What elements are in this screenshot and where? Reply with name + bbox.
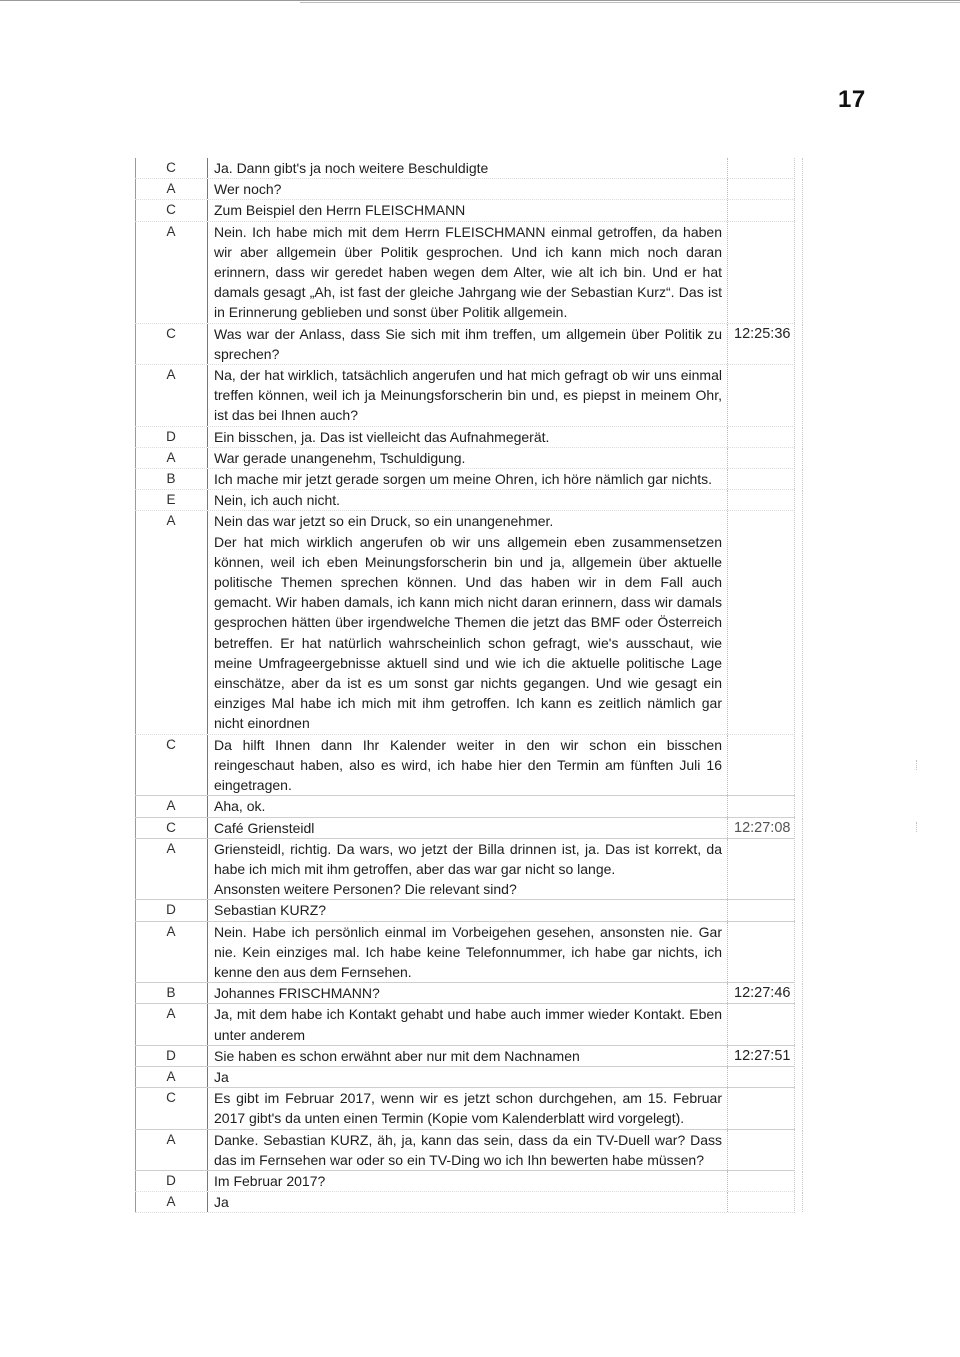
speaker-label: A: [135, 1067, 208, 1087]
speaker-label: C: [135, 818, 208, 838]
timestamp: [728, 469, 803, 489]
speaker-label: C: [135, 324, 208, 364]
speaker-label: A: [135, 365, 208, 426]
timestamp: 12:25:36: [728, 324, 803, 364]
utterance-text: Ein bisschen, ja. Das ist vielleicht das Aufnahmegerät.: [208, 427, 728, 447]
transcript-row: [135, 922, 795, 984]
utterance-text: Aha, ok.: [208, 796, 728, 816]
scan-edge-line: [300, 2, 960, 3]
speaker-label: A: [135, 448, 208, 468]
utterance-text: Na, der hat wirklich, tatsächlich angerufen und hat mich gefragt ob wir uns einmal treffen können, weil ich ja Meinungsforscherin bin und, es piepst in meinem Ohr, ist das bei Ihnen auch?: [208, 365, 728, 426]
utterance-text: Sie haben es schon erwähnt aber nur mit dem Nachnamen: [208, 1046, 728, 1066]
transcript-row: [135, 490, 795, 511]
transcript-row: [135, 1046, 795, 1067]
speaker-label: C: [135, 735, 208, 796]
utterance-text: Da hilft Ihnen dann Ihr Kalender weiter in den wir schon ein bisschen reingeschaut haben, also es wird, ich habe hier den Termin am fünften Juli 16 eingetragen.: [208, 735, 728, 796]
transcript-row: [135, 983, 795, 1004]
timestamp: [728, 179, 803, 199]
transcript-row: [135, 448, 795, 469]
timestamp: [728, 900, 803, 920]
transcript-row: [135, 179, 795, 200]
transcript-row: [135, 469, 795, 490]
transcript-row: [135, 1130, 795, 1171]
scan-speck: [916, 760, 920, 770]
utterance-text: Nein. Habe ich persönlich einmal im Vorbeigehen gesehen, ansonsten nie. Gar nie. Kein einziges mal. Ich habe keine Telefonnummer, ich habe gar nichts, ich kenne den aus dem Fernsehen.: [208, 922, 728, 983]
utterance-text: Im Februar 2017?: [208, 1171, 728, 1191]
transcript-row: [135, 427, 795, 448]
timestamp: [728, 1192, 803, 1212]
utterance-text: Es gibt im Februar 2017, wenn wir es jetzt schon durchgehen, am 15. Februar 2017 gibt's da unten einen Termin (Kopie vom Kalenderblatt wird vorgelegt).: [208, 1088, 728, 1128]
speaker-label: D: [135, 900, 208, 920]
timestamp: 12:27:08: [728, 818, 803, 838]
timestamp: [728, 1171, 803, 1191]
speaker-label: C: [135, 158, 208, 178]
speaker-label: E: [135, 490, 208, 510]
transcript-row: [135, 818, 795, 839]
utterance-text: Ja: [208, 1192, 728, 1212]
speaker-label: D: [135, 427, 208, 447]
timestamp: [728, 448, 803, 468]
timestamp: [728, 490, 803, 510]
timestamp: [728, 427, 803, 447]
speaker-label: D: [135, 1046, 208, 1066]
utterance-text: Johannes FRISCHMANN?: [208, 983, 728, 1003]
utterance-text: Griensteidl, richtig. Da wars, wo jetzt der Billa drinnen ist, ja. Das ist korrekt, da habe ich mich mit ihm getroffen, aber das war gar nicht so lange. Ansonsten weitere Personen? Die relevant sind?: [208, 839, 728, 900]
transcript-table: [135, 158, 795, 1213]
transcript-row: [135, 158, 795, 179]
utterance-text: Nein. Ich habe mich mit dem Herrn FLEISCHMANN einmal getroffen, da haben wir aber allgemein über Politik gesprochen. Und ich kann mich noch daran erinnern, dass wir geredet haben wegen dem Alter, wie alt ich bin. Und er hat damals gesagt „Ah, ist fast der gleiche Jahrgang wie der Sebastian Kurz“. Das ist in Erinnerung geblieben und sonst über Politik allgemein.: [208, 222, 728, 323]
speaker-label: A: [135, 839, 208, 900]
speaker-label: A: [135, 179, 208, 199]
speaker-label: A: [135, 222, 208, 323]
utterance-text: Ja. Dann gibt's ja noch weitere Beschuldigte: [208, 158, 728, 178]
transcript-row: [135, 511, 795, 734]
timestamp: 12:27:51: [728, 1046, 803, 1066]
speaker-label: A: [135, 796, 208, 816]
transcript-row: [135, 365, 795, 427]
transcript-row: [135, 796, 795, 817]
speaker-label: C: [135, 200, 208, 220]
transcript-row: [135, 222, 795, 324]
utterance-text: Nein, ich auch nicht.: [208, 490, 728, 510]
timestamp: [728, 511, 803, 733]
speaker-label: A: [135, 922, 208, 983]
speaker-label: B: [135, 983, 208, 1003]
transcript-row: [135, 1004, 795, 1045]
scan-speck: [916, 822, 920, 832]
transcript-row: [135, 1192, 795, 1213]
speaker-label: D: [135, 1171, 208, 1191]
transcript-row: [135, 1067, 795, 1088]
transcript-row: [135, 200, 795, 221]
timestamp: [728, 158, 803, 178]
page-number: 17: [838, 86, 866, 113]
utterance-text: Wer noch?: [208, 179, 728, 199]
timestamp: 12:27:46: [728, 983, 803, 1003]
utterance-text: Café Griensteidl: [208, 818, 728, 838]
speaker-label: A: [135, 511, 208, 733]
timestamp: [728, 922, 803, 983]
speaker-label: A: [135, 1004, 208, 1044]
timestamp: [728, 200, 803, 220]
speaker-label: C: [135, 1088, 208, 1128]
timestamp: [728, 1004, 803, 1044]
timestamp: [728, 1067, 803, 1087]
transcript-row: [135, 1171, 795, 1192]
utterance-text: Ich mache mir jetzt gerade sorgen um meine Ohren, ich höre nämlich gar nichts.: [208, 469, 728, 489]
timestamp: [728, 1088, 803, 1128]
utterance-text: Danke. Sebastian KURZ, äh, ja, kann das sein, dass da ein TV-Duell war? Dass das im Fernsehen war oder so ein TV-Ding wo ich Ihn bewerten habe müssen?: [208, 1130, 728, 1170]
utterance-text: Ja: [208, 1067, 728, 1087]
speaker-label: B: [135, 469, 208, 489]
speaker-label: A: [135, 1192, 208, 1212]
timestamp: [728, 839, 803, 900]
timestamp: [728, 1130, 803, 1170]
utterance-text: Nein das war jetzt so ein Druck, so ein unangenehmer. Der hat mich wirklich angerufen ob wir uns allgemein eben zusammensetzen können, weil ich eben Meinungsforscherin bin und ja, allgemein über aktuelle politische Themen sprechen können. Und das haben wir in dem Fall auch gemacht. Wir haben damals, ich kann mich nicht daran erinnern, dass wir damals gesprochen hätten über irgendwelche Themen die jetzt das BMF oder Österreich betreffen. Er hat natürlich wahrscheinlich schon gefragt, wie's ausschaut, wie meine Umfrageergebnisse aktuell sind und wie ich die aktuelle politische Lage einschätze, aber da ist es um sonst gar nichts gegangen. Und wie gesagt ein einziges Mal habe ich mich mit ihm getroffen. Ich kann es zeitlich nämlich gar nicht einordnen: [208, 511, 728, 733]
transcript-row: [135, 324, 795, 365]
transcript-row: [135, 1088, 795, 1129]
utterance-text: Was war der Anlass, dass Sie sich mit ihm treffen, um allgemein über Politik zu sprechen?: [208, 324, 728, 364]
speaker-label: A: [135, 1130, 208, 1170]
timestamp: [728, 365, 803, 426]
utterance-text: Ja, mit dem habe ich Kontakt gehabt und habe auch immer wieder Kontakt. Eben unter anderem: [208, 1004, 728, 1044]
utterance-text: Sebastian KURZ?: [208, 900, 728, 920]
timestamp: [728, 735, 803, 796]
utterance-text: War gerade unangenehm, Tschuldigung.: [208, 448, 728, 468]
timestamp: [728, 796, 803, 816]
timestamp: [728, 222, 803, 323]
transcript-row: [135, 900, 795, 921]
utterance-text: Zum Beispiel den Herrn FLEISCHMANN: [208, 200, 728, 220]
transcript-row: [135, 839, 795, 901]
transcript-row: [135, 735, 795, 797]
